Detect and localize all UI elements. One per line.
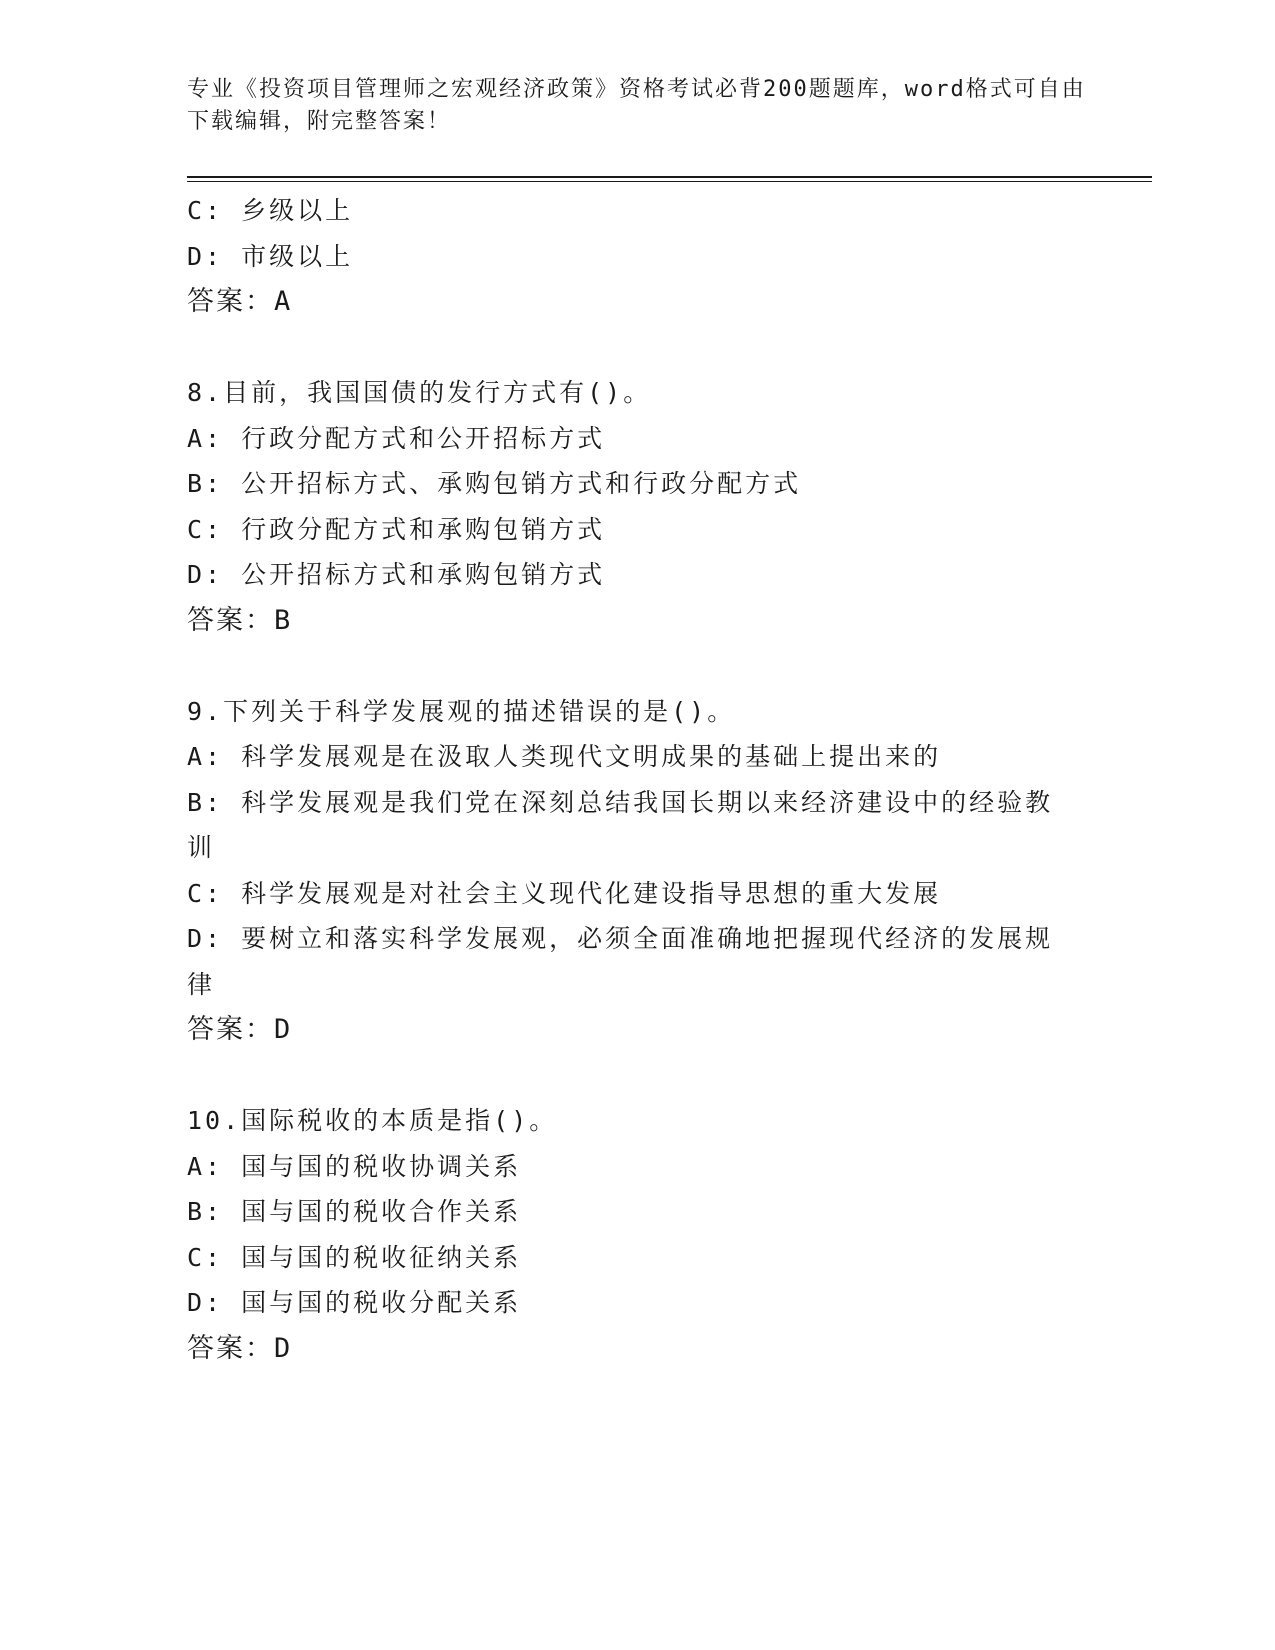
question-stem: 8.目前，我国国债的发行方式有()。 (187, 378, 652, 407)
option-b: B: 国与国的税收合作关系 (187, 1197, 522, 1226)
option-d: D: 公开招标方式和承购包销方式 (187, 560, 606, 589)
option-d: D: 要树立和落实科学发展观，必须全面准确地把握现代经济的发展规律 (187, 924, 1054, 999)
question-content (187, 188, 1087, 1371)
option-c: C: 行政分配方式和承购包销方式 (187, 514, 606, 544)
option-b: B: 公开招标方式、承购包销方式和行政分配方式 (187, 469, 802, 498)
question-block-8 (187, 370, 1087, 643)
option-a: A: 国与国的税收协调关系 (187, 1151, 522, 1181)
question-block-9 (187, 689, 1087, 1053)
document-header-title: 专业《投资项目管理师之宏观经济政策》资格考试必背200题题库，word格式可自由下载编辑，附完整答案！ (187, 77, 1086, 134)
question-stem: 9.下列关于科学发展观的描述错误的是()。 (187, 696, 736, 726)
spacer (187, 325, 1087, 371)
spacer (187, 643, 1087, 689)
answer-label: 答案：B (187, 604, 293, 636)
answer-label: 答案：D (187, 1014, 293, 1045)
option-b: B: 科学发展观是我们党在深刻总结我国长期以来经济建设中的经验教训 (187, 787, 1054, 862)
header-divider (187, 176, 1152, 182)
prev-question-block (187, 188, 1087, 325)
option-c: C: 乡级以上 (187, 196, 354, 225)
question-block-10 (187, 1098, 1087, 1371)
answer-label: 答案：A (187, 286, 293, 317)
option-c: C: 国与国的税收征纳关系 (187, 1242, 522, 1272)
question-stem: 10.国际税收的本质是指()。 (187, 1106, 558, 1135)
option-a: A: 行政分配方式和公开招标方式 (187, 423, 606, 453)
option-d: D: 国与国的税收分配关系 (187, 1288, 522, 1317)
option-c: C: 科学发展观是对社会主义现代化建设指导思想的重大发展 (187, 878, 942, 908)
spacer (187, 1053, 1087, 1099)
option-a: A: 科学发展观是在汲取人类现代文明成果的基础上提出来的 (187, 742, 942, 771)
answer-label: 答案：D (187, 1332, 293, 1364)
option-d: D: 市级以上 (187, 241, 354, 271)
